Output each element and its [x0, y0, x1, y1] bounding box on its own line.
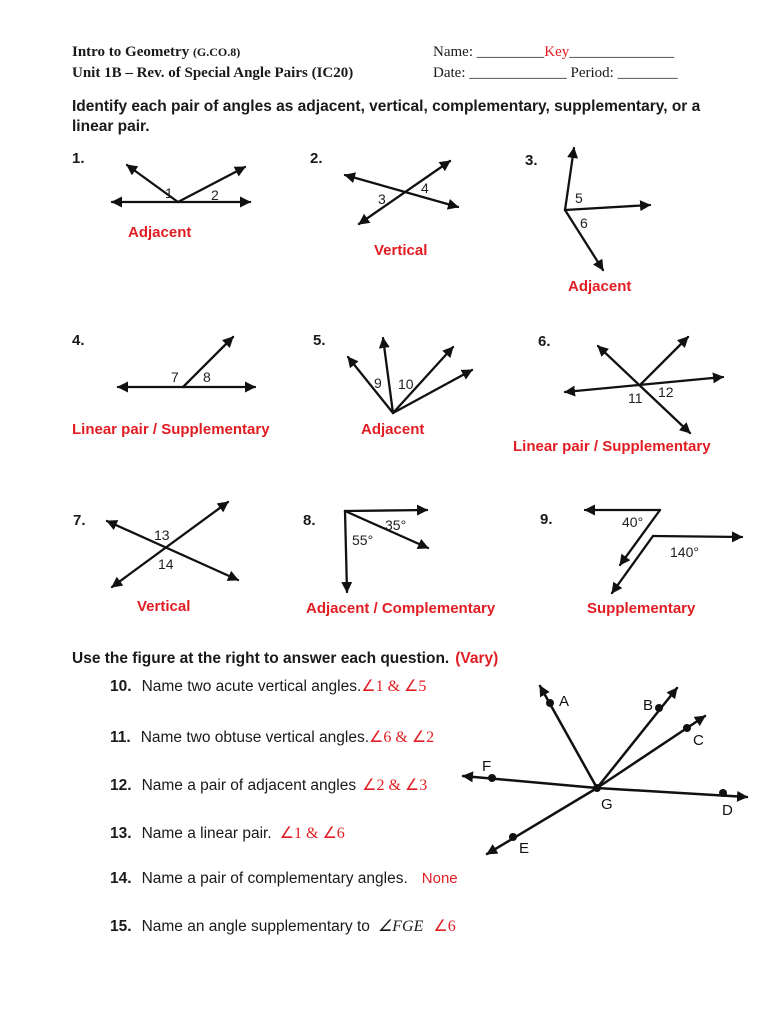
angle-label: 9 [374, 375, 382, 391]
diagonal-line [598, 346, 690, 433]
question-number: 14. [110, 870, 132, 887]
angle-measure-label: 35° [385, 517, 407, 533]
angle2-ray-down-left [612, 536, 653, 593]
date-blank: _____________ [465, 65, 571, 81]
point-A-dot [546, 699, 554, 707]
ray-right [345, 510, 427, 511]
question-10 [110, 676, 426, 696]
header-left [72, 42, 353, 84]
point-F-dot [488, 774, 496, 782]
question-text: Name two obtuse vertical angles. [140, 729, 370, 746]
angle-label: 1 [165, 185, 173, 201]
problem-9-diagram [570, 495, 760, 600]
question-answer: None [421, 870, 458, 887]
problem-8-diagram [330, 498, 445, 598]
name-blank-pre: _________ [472, 44, 545, 60]
angle2-ray-right [653, 536, 742, 537]
angle-label: 7 [171, 369, 179, 385]
point-label: C [693, 732, 704, 749]
problem-7-diagram [90, 495, 250, 595]
question-number: 12. [110, 777, 132, 794]
point-label: E [519, 840, 530, 857]
answer-7: Vertical [137, 598, 191, 615]
name-line [433, 42, 678, 63]
ray-GF [463, 776, 597, 788]
angle-label: 14 [158, 556, 174, 572]
question-answer: ∠1 & ∠6 [279, 825, 345, 842]
instruction-2 [72, 650, 498, 668]
problem-4-diagram [95, 330, 270, 395]
ray-down [345, 511, 347, 592]
problem-2-diagram [335, 150, 470, 235]
angle-label: 2 [211, 187, 219, 203]
question-answer: ∠2 & ∠3 [362, 777, 428, 794]
crossing-line-1 [112, 502, 228, 587]
answer-9: Supplementary [587, 600, 696, 617]
problem-5-diagram [330, 330, 485, 425]
question-text: Name a linear pair. [141, 825, 272, 842]
reference-figure [455, 668, 765, 868]
problem-6-number: 6. [538, 333, 551, 350]
answer-2: Vertical [374, 242, 428, 259]
standard-code: (G.CO.8) [192, 45, 241, 59]
header-right [433, 42, 678, 84]
angle-label: 6 [580, 215, 588, 231]
problem-1-number: 1. [72, 150, 85, 167]
angle-label: 12 [658, 384, 674, 400]
problem-2-number: 2. [310, 150, 323, 167]
question-text: Name a pair of complementary angles. [141, 870, 408, 887]
angle-measure-label: 40° [622, 514, 644, 530]
instruction-2-note: (Vary) [455, 650, 499, 667]
date-line [433, 63, 678, 84]
period-label: Period: [570, 65, 614, 81]
question-14 [110, 870, 458, 888]
problem-9-number: 9. [540, 511, 553, 528]
answer-1: Adjacent [128, 224, 192, 241]
angle-label: 8 [203, 369, 211, 385]
name-blank-post: ______________ [569, 44, 675, 60]
ray-up [565, 148, 574, 210]
answer-8: Adjacent / Complementary [306, 600, 496, 617]
name-answer: Key [544, 44, 570, 60]
question-number: 10. [110, 678, 132, 695]
point-label: A [559, 693, 570, 710]
question-number: 11. [110, 729, 131, 746]
point-G-dot [593, 784, 601, 792]
point-E-dot [509, 833, 517, 841]
question-number: 13. [110, 825, 132, 842]
name-label: Name: [433, 44, 473, 60]
question-number: 15. [110, 918, 132, 935]
question-answer: ∠6 [433, 918, 456, 935]
angle-measure-label: 55° [352, 532, 374, 548]
instruction-2-text: Use the figure at the right to answer each question. [72, 650, 450, 667]
point-C-dot [683, 724, 691, 732]
ray-up-right [640, 337, 688, 385]
answer-6: Linear pair / Supplementary [513, 438, 711, 455]
question-answer: ∠6 & ∠2 [369, 729, 435, 746]
course-line [72, 42, 353, 63]
angle-label: 10 [398, 376, 414, 392]
problem-6-diagram [540, 330, 740, 442]
angle-reference: ∠FGE [377, 918, 424, 935]
point-label: D [722, 802, 733, 819]
point-label: B [643, 697, 654, 714]
question-13 [110, 823, 345, 843]
course-title: Intro to Geometry [72, 44, 190, 60]
angle-measure-label: 140° [670, 544, 699, 560]
date-label: Date: [433, 65, 466, 81]
answer-4: Linear pair / Supplementary [72, 421, 270, 438]
problem-7-number: 7. [73, 512, 86, 529]
answer-5: Adjacent [361, 421, 425, 438]
problem-4-number: 4. [72, 332, 85, 349]
angle-label: 13 [154, 527, 170, 543]
point-label: G [601, 796, 613, 813]
angle-label: 4 [421, 180, 429, 196]
problem-3-number: 3. [525, 152, 538, 169]
problem-1-diagram [95, 152, 265, 214]
question-15 [110, 916, 456, 936]
question-12 [110, 775, 427, 795]
instruction-1: Identify each pair of angles as adjacent, vertical, complementary, supplementary, or a linear pair. [72, 98, 701, 135]
question-text: Name two acute vertical angles. [141, 678, 362, 695]
ray-GB [597, 688, 677, 788]
question-text: Name a pair of adjacent angles [141, 777, 357, 794]
ray-GE [487, 788, 597, 854]
question-11 [110, 727, 434, 747]
point-B-dot [655, 704, 663, 712]
problem-3-diagram [545, 145, 660, 280]
angle-label: 3 [378, 191, 386, 207]
answer-3: Adjacent [568, 278, 632, 295]
point-D-dot [719, 789, 727, 797]
problem-8-number: 8. [303, 512, 316, 529]
problem-5-number: 5. [313, 332, 326, 349]
crossing-line-2 [345, 175, 458, 207]
period-blank: ________ [613, 65, 678, 81]
question-text: Name an angle supplementary to [141, 918, 370, 935]
angle-label: 11 [628, 390, 643, 406]
angle-label: 5 [575, 190, 583, 206]
unit-title: Unit 1B – Rev. of Special Angle Pairs (IC20) [72, 65, 354, 81]
question-answer: ∠1 & ∠5 [361, 678, 427, 695]
point-label: F [482, 758, 492, 775]
